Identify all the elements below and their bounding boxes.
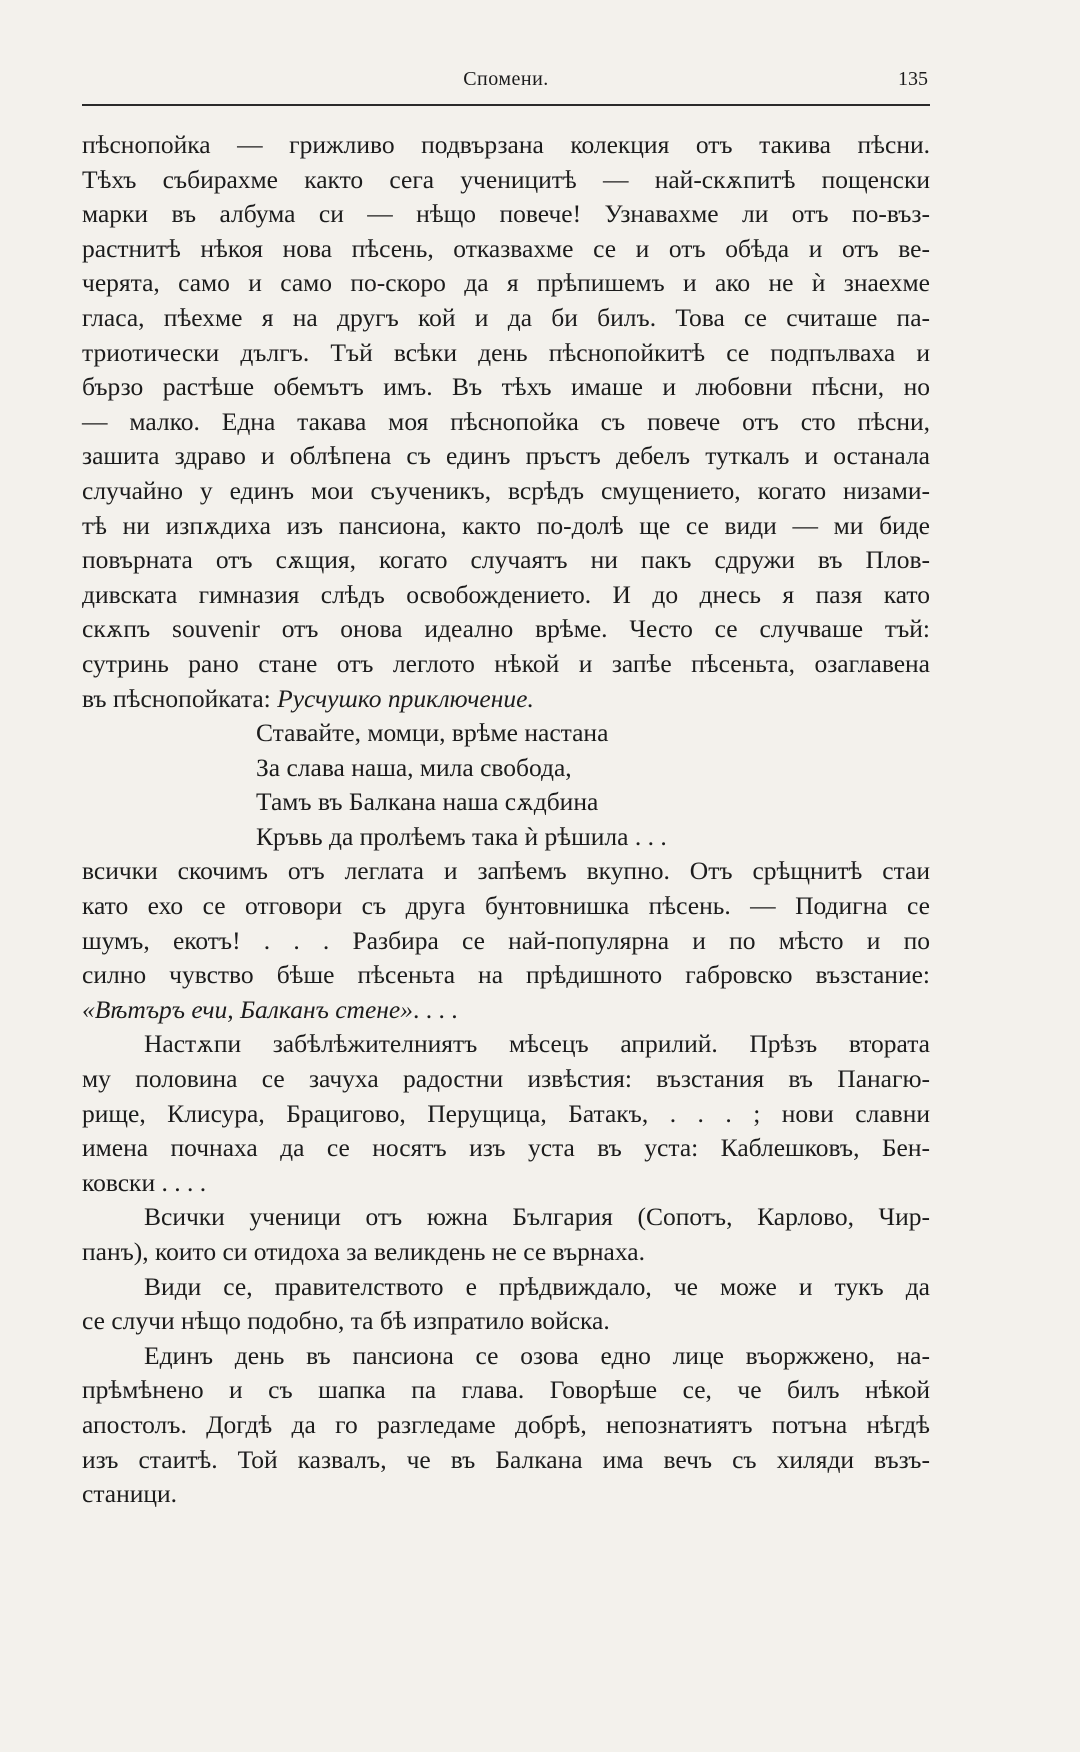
text-line: гласа, пѣехме я на другъ кой и да би билъ. Това се считаше па- [82, 302, 930, 332]
song-title: Русчушко приключение. [277, 683, 534, 713]
text-line: триотически дългъ. Тъй всѣки день пѣснопойкитѣ се подпълваха и [82, 337, 930, 367]
text-line: повърната отъ сѫщия, когато случаятъ ни пакъ сдружи въ Плов- [82, 545, 930, 575]
text-line: изъ стаитѣ. Той казвалъ, че въ Балкана има вечъ съ хиляди възъ- [82, 1444, 930, 1474]
text-line: прѣмѣнено и съ шапка па глава. Говорѣше се, че билъ нѣкой [82, 1375, 930, 1405]
text-line: имена почнаха да се носятъ изъ уста въ уста: Каблешковъ, Бен- [82, 1133, 930, 1163]
paragraph-students [82, 1200, 930, 1269]
text-line: му половина се зачуха радостни извѣстия: възстания въ Панагю- [82, 1064, 930, 1094]
text-line: скѫпъ souvenir отъ онова идеално врѣме. Често се случваше тъй: [82, 614, 930, 644]
text-line: рище, Клисура, Брацигово, Перущица, Батакъ, . . . ; нови славни [82, 1098, 930, 1128]
text-line: случайно у единъ мои съученикъ, всрѣдъ смущението, когато низами- [82, 475, 930, 505]
text-line: панъ), които си отидоха за великдень не се върнаха. [82, 1237, 645, 1266]
paragraph-apostle [82, 1339, 930, 1512]
page-body [82, 128, 930, 1512]
paragraph-after-verse [82, 854, 930, 1027]
text-line [82, 993, 930, 1028]
text-line: дивската гимназия слѣдъ освобождението. И до днесь я пазя като [82, 579, 930, 609]
paragraph-government [82, 1270, 930, 1339]
text-line: всички скочимъ отъ леглата и запѣемъ вкупно. Отъ срѣщнитѣ стаи [82, 856, 930, 886]
verse-line: Ставайте, момци, врѣме настана [256, 718, 609, 748]
running-title: Спомени. [463, 68, 549, 90]
paragraph-songbook [82, 128, 930, 716]
text-line: бързо растѣше обемътъ имъ. Въ тѣхъ имаше и любовни пѣсни, но [82, 372, 930, 402]
text-line: Настѫпи забѣлѣжителниятъ мѣсецъ априлий. Прѣзъ втората [144, 1029, 930, 1059]
text-line: сутринь рано стане отъ леглото нѣкой и запѣе пѣсеньта, озаглавена [82, 648, 930, 678]
text-line: Тѣхъ събирахме както сега ученицитѣ — най-скѫпитѣ пощенски [82, 164, 930, 194]
text-line: се случи нѣщо подобно, та бѣ изпратило войска. [82, 1306, 610, 1336]
text-line: ковски . . . . [82, 1167, 207, 1197]
text-line: — малко. Една такава моя пѣснопойка съ повече отъ сто пѣсни, [82, 406, 930, 436]
verse-line: За слава наша, мила свобода, [256, 752, 572, 782]
verse-block [82, 716, 930, 854]
text-line: тѣ ни изпѫдиха изъ пансиона, както по-долѣ ще се види — ми биде [82, 510, 930, 540]
text-line: пѣснопойка — грижливо подвързана колекция отъ такива пѣсни. [82, 130, 930, 159]
text-line: силно чувство бѣше пѣсеньта на прѣдишното габровско възстание: [82, 960, 930, 990]
verse-line: Кръвь да пролѣемъ така ѝ рѣшила . . . [256, 821, 667, 851]
text-line: Единъ день въ пансиона се озова едно лице въоржжено, на- [144, 1340, 930, 1370]
text-line: растнитѣ нѣкоя нова пѣсень, отказвахме се и отъ обѣда и отъ ве- [82, 233, 930, 263]
text-line: шумъ, екотъ! . . . Разбира се най-популярна и по мѣсто и по [82, 925, 930, 955]
text-line: като ехо се отговори съ друга бунтовнишка пѣсень. — Подигна се [82, 891, 930, 921]
verse-line: Тамъ въ Балкана наша сѫдбина [256, 787, 599, 817]
song-title: «Вѣтъръ ечи, Балканъ стене» [82, 994, 413, 1024]
text-line: Види се, правителството е прѣдвиждало, че може и тукъ да [144, 1271, 930, 1301]
text-fragment: въ пѣснопойката: [82, 683, 278, 713]
page-number: 135 [898, 68, 928, 90]
text-line: Всички ученици отъ южна България (Сопотъ, Карлово, Чир- [144, 1202, 930, 1232]
text-fragment: . . . . [412, 994, 458, 1024]
text-line [82, 682, 930, 717]
paragraph-april [82, 1027, 930, 1200]
text-line: марки въ албума си — нѣщо повече! Узнавахме ли отъ по-въз- [82, 199, 930, 229]
text-line: апостолъ. Догдѣ да го разгледаме добрѣ, непознатиятъ потъна нѣгдѣ [82, 1409, 930, 1439]
text-line: черята, само и само по-скоро да я прѣпишемъ и ако не ѝ знаехме [82, 268, 930, 298]
text-line: зашита здраво и облѣпена съ единъ пръстъ дебелъ туткалъ и останала [82, 441, 930, 471]
running-header [82, 60, 930, 106]
text-line: станици. [82, 1479, 178, 1509]
